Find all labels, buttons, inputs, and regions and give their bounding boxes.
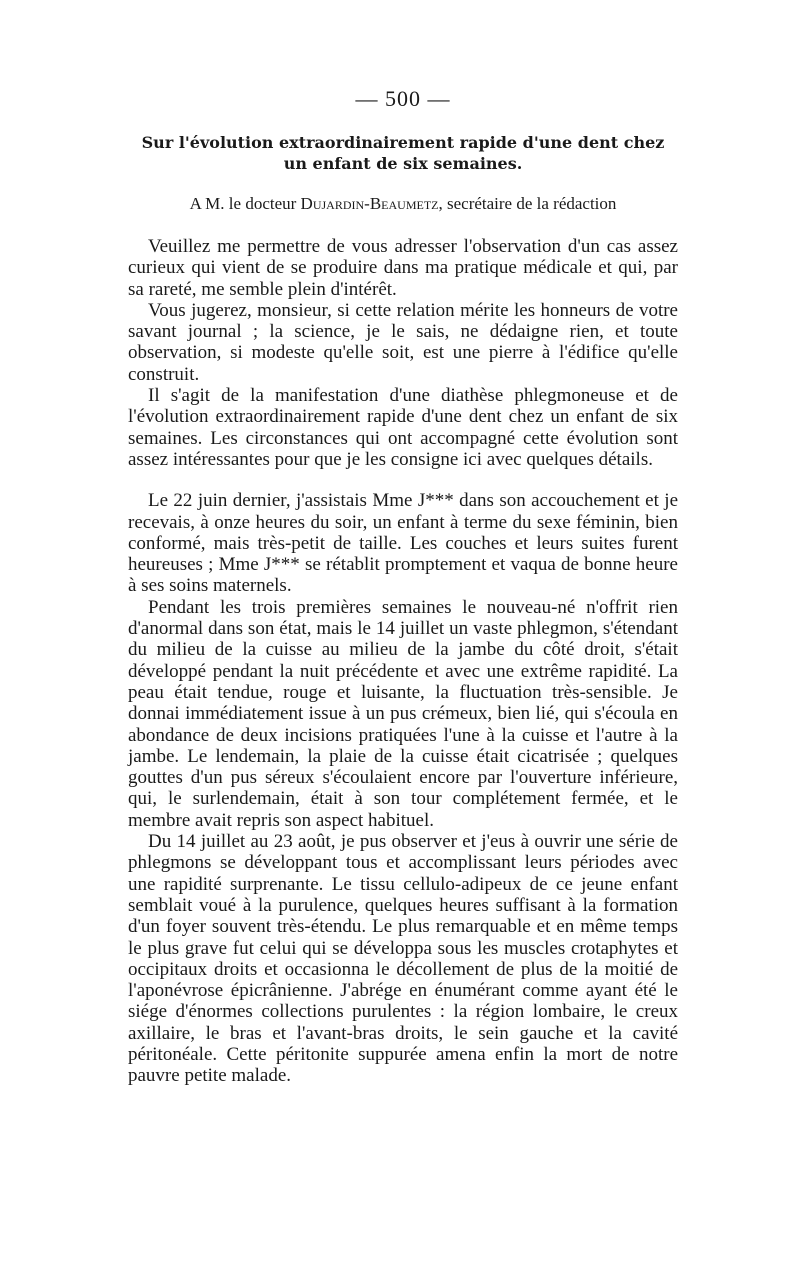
dedication-suffix: , secrétaire de la rédaction	[438, 194, 617, 213]
paragraph: Veuillez me permettre de vous adresser l'observation d'un cas assez curieux qui vient de se produire dans ma pratique médicale et qui, par sa rareté, me semble plein d'intérêt.	[128, 236, 678, 300]
dedication-prefix: A M. le docteur	[189, 194, 301, 213]
page-number: — 500 —	[355, 86, 451, 111]
article-title-line-2: un enfant de six semaines.	[283, 154, 523, 173]
article-title	[128, 132, 678, 174]
article-title-line-1: Sur l'évolution extraordinairement rapide d'une dent chez	[141, 133, 665, 152]
document-page	[128, 86, 678, 1087]
paragraph: Il s'agit de la manifestation d'une diathèse phlegmoneuse et de l'évolution extraordinairement rapide d'une dent chez un enfant de six semaines. Les circonstances qui ont accompagné cette évolution sont assez intéressantes pour que je les consigne ici avec quelques détails.	[128, 385, 678, 470]
dedication-name: Dujardin-Beaumetz	[300, 194, 439, 213]
paragraph: Le 22 juin dernier, j'assistais Mme J*** dans son accouchement et je recevais, à onze heures du soir, un enfant à terme du sexe féminin, bien conformé, mais très-petit de taille. Les couches et leurs suites furent heureuses ; Mme J*** se rétablit promptement et vaqua de bonne heure à ses soins maternels.	[128, 490, 678, 597]
article-body	[128, 236, 678, 1087]
paragraph: Vous jugerez, monsieur, si cette relation mérite les honneurs de votre savant journal ; la science, je le sais, ne dédaigne rien, et toute observation, si modeste qu'elle soit, est une pierre à l'édifice qu'elle construit.	[128, 299, 678, 385]
dedication-line	[128, 194, 678, 214]
paragraph: Du 14 juillet au 23 août, je pus observer et j'eus à ouvrir une série de phlegmons se développant tous et accomplissant leurs périodes avec une rapidité surprenante. Le tissu cellulo-adipeux de ce jeune enfant semblait voué à la purulence, quelques heures suffisant à la formation d'un foyer souvent très-étendu. Le plus remarquable et en même temps le plus grave fut celui qui se développa sous les muscles crotaphytes et occipitaux droits et occasionna le décollement de plus de la moitié de l'aponévrose épicrânienne. J'abrége en énumérant comme ayant été le siége d'énormes collections purulentes : la région lombaire, le creux axillaire, le bras et l'avant-bras droits, le sein gauche et la cavité péritonéale. Cette péritonite suppurée amena enfin la mort de notre pauvre petite malade.	[128, 831, 678, 1087]
paragraph: Pendant les trois premières semaines le nouveau-né n'offrit rien d'anormal dans son état, mais le 14 juillet un vaste phlegmon, s'étendant du milieu de la cuisse au milieu de la jambe du côté droit, s'était développé pendant la nuit précédente et avec une extrême rapidité. La peau était tendue, rouge et luisante, la fluctuation très-sensible. Je donnai immédiatement issue à un pus crémeux, bien lié, qui s'écoula en abondance de deux incisions pratiquées l'une à la cuisse et l'autre à la jambe. Le lendemain, la plaie de la cuisse était cicatrisée ; quelques gouttes d'un pus séreux s'écoulaient encore par l'ouverture inférieure, qui, le surlendemain, était à son tour complétement fermée, et le membre avait repris son aspect habituel.	[128, 596, 678, 831]
